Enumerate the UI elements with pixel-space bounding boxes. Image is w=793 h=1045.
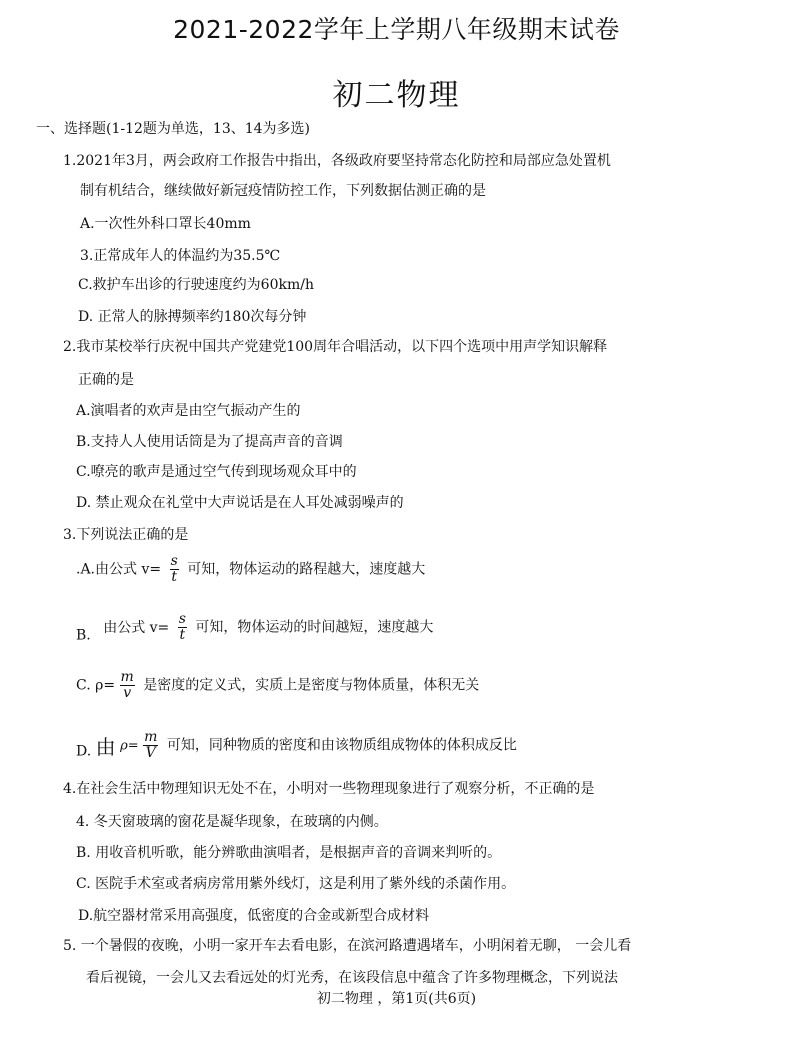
q3-option-a xyxy=(76,554,425,585)
q4-option-d: D.航空器材常采用高强度，低密度的合金或新型合成材料 xyxy=(78,908,430,924)
q2-stem-line2: 正确的是 xyxy=(78,372,134,388)
subject-title: 初二物理 xyxy=(332,78,461,113)
q1-stem-line2: 制有机结合，继续做好新冠疫情防控工作，下列数据估测正确的是 xyxy=(80,183,486,199)
q3-option-b xyxy=(76,612,433,644)
q3-d-fraction xyxy=(143,730,158,761)
q1-option-c: C.救护车出诊的行驶速度约为60km/h xyxy=(78,277,314,293)
q3-a-fraction xyxy=(170,554,179,585)
q3-d-numerator: m xyxy=(144,729,158,745)
q3-b-label: B. xyxy=(76,627,91,644)
q2-option-d: D. 禁止观众在礼堂中大声说话是在人耳处减弱噪声的 xyxy=(76,495,404,511)
q3-c-fraction xyxy=(120,670,135,701)
q3-stem: 3.下列说法正确的是 xyxy=(63,527,189,543)
q2-option-a: A.演唱者的欢声是由空气振动产生的 xyxy=(76,403,301,419)
q3-b-fraction xyxy=(178,612,187,643)
q5-stem-line2: 看后视镜，一会儿又去看远处的灯光秀，在该段信息中蕴含了许多物理概念，下列说法 xyxy=(86,970,618,986)
q3-a-prefix: .A.由公式 v= xyxy=(76,561,162,578)
q4-stem: 4.在社会生活中物理知识无处不在，小明对一些物理现象进行了观察分析，不正确的是 xyxy=(63,781,595,797)
q3-option-c xyxy=(76,670,479,701)
q1-option-b: 3.正常成年人的体温约为35.5℃ xyxy=(80,248,281,264)
q2-option-b: B.支持人人使用话筒是为了提高声音的音调 xyxy=(76,434,343,450)
q3-option-d xyxy=(76,730,517,761)
q3-c-numerator: m xyxy=(120,669,134,685)
section-heading: 一、选择题(1-12题为单选，13、14为多选) xyxy=(36,121,311,137)
exam-title: 2021-2022学年上学期八年级期末试卷 xyxy=(173,15,620,44)
q1-stem-line1: 1.2021年3月，两会政府工作报告中指出，各级政府要坚持常态化防控和局部应急处置机 xyxy=(63,153,611,169)
q3-d-you: 由 xyxy=(95,735,116,759)
q2-option-c: C.嘹亮的歌声是通过空气传到现场观众耳中的 xyxy=(76,464,357,480)
q3-d-rho: ρ= xyxy=(120,738,139,754)
q3-c-suffix: 是密度的定义式，实质上是密度与物体质量，体积无关 xyxy=(143,677,480,694)
q3-d-label: D. xyxy=(76,743,92,760)
q3-b-denominator: t xyxy=(179,627,186,643)
page-footer: 初二物理 ，第1页(共6页) xyxy=(316,991,477,1007)
q3-b-prefix: 由公式 v= xyxy=(103,619,170,636)
q3-d-denominator: V xyxy=(145,745,156,761)
q5-stem-line1: 5. 一个暑假的夜晚，小明一家开车去看电影，在滨河路遭遇堵车，小明闲着无聊， 一会儿看 xyxy=(63,938,632,954)
q3-c-prefix: C. ρ= xyxy=(76,677,116,694)
q1-option-a: A.一次性外科口罩长40mm xyxy=(80,216,251,232)
q4-option-a: 4. 冬天窗玻璃的窗花是凝华现象，在玻璃的内侧。 xyxy=(76,814,388,830)
q1-option-d: D. 正常人的脉搏频率约180次每分钟 xyxy=(78,309,307,325)
q3-a-numerator: s xyxy=(170,553,178,569)
q3-a-denominator: t xyxy=(171,569,177,585)
q4-option-c: C. 医院手术室或者病房常用紫外线灯，这是利用了紫外线的杀菌作用。 xyxy=(76,876,516,892)
q3-c-denominator: v xyxy=(123,685,132,701)
q3-b-suffix: 可知，物体运动的时间越短，速度越大 xyxy=(195,619,434,636)
q2-stem-line1: 2.我市某校举行庆祝中国共产党建党100周年合唱活动，以下四个选项中用声学知识解释 xyxy=(63,339,608,355)
q3-b-numerator: s xyxy=(178,611,186,627)
q3-a-suffix: 可知，物体运动的路程越大，速度越大 xyxy=(187,561,426,578)
q4-option-b: B. 用收音机听歌，能分辨歌曲演唱者，是根据声音的音调来判听的。 xyxy=(76,845,502,861)
q3-d-suffix: 可知，同种物质的密度和由该物质组成物体的体积成反比 xyxy=(166,737,517,754)
